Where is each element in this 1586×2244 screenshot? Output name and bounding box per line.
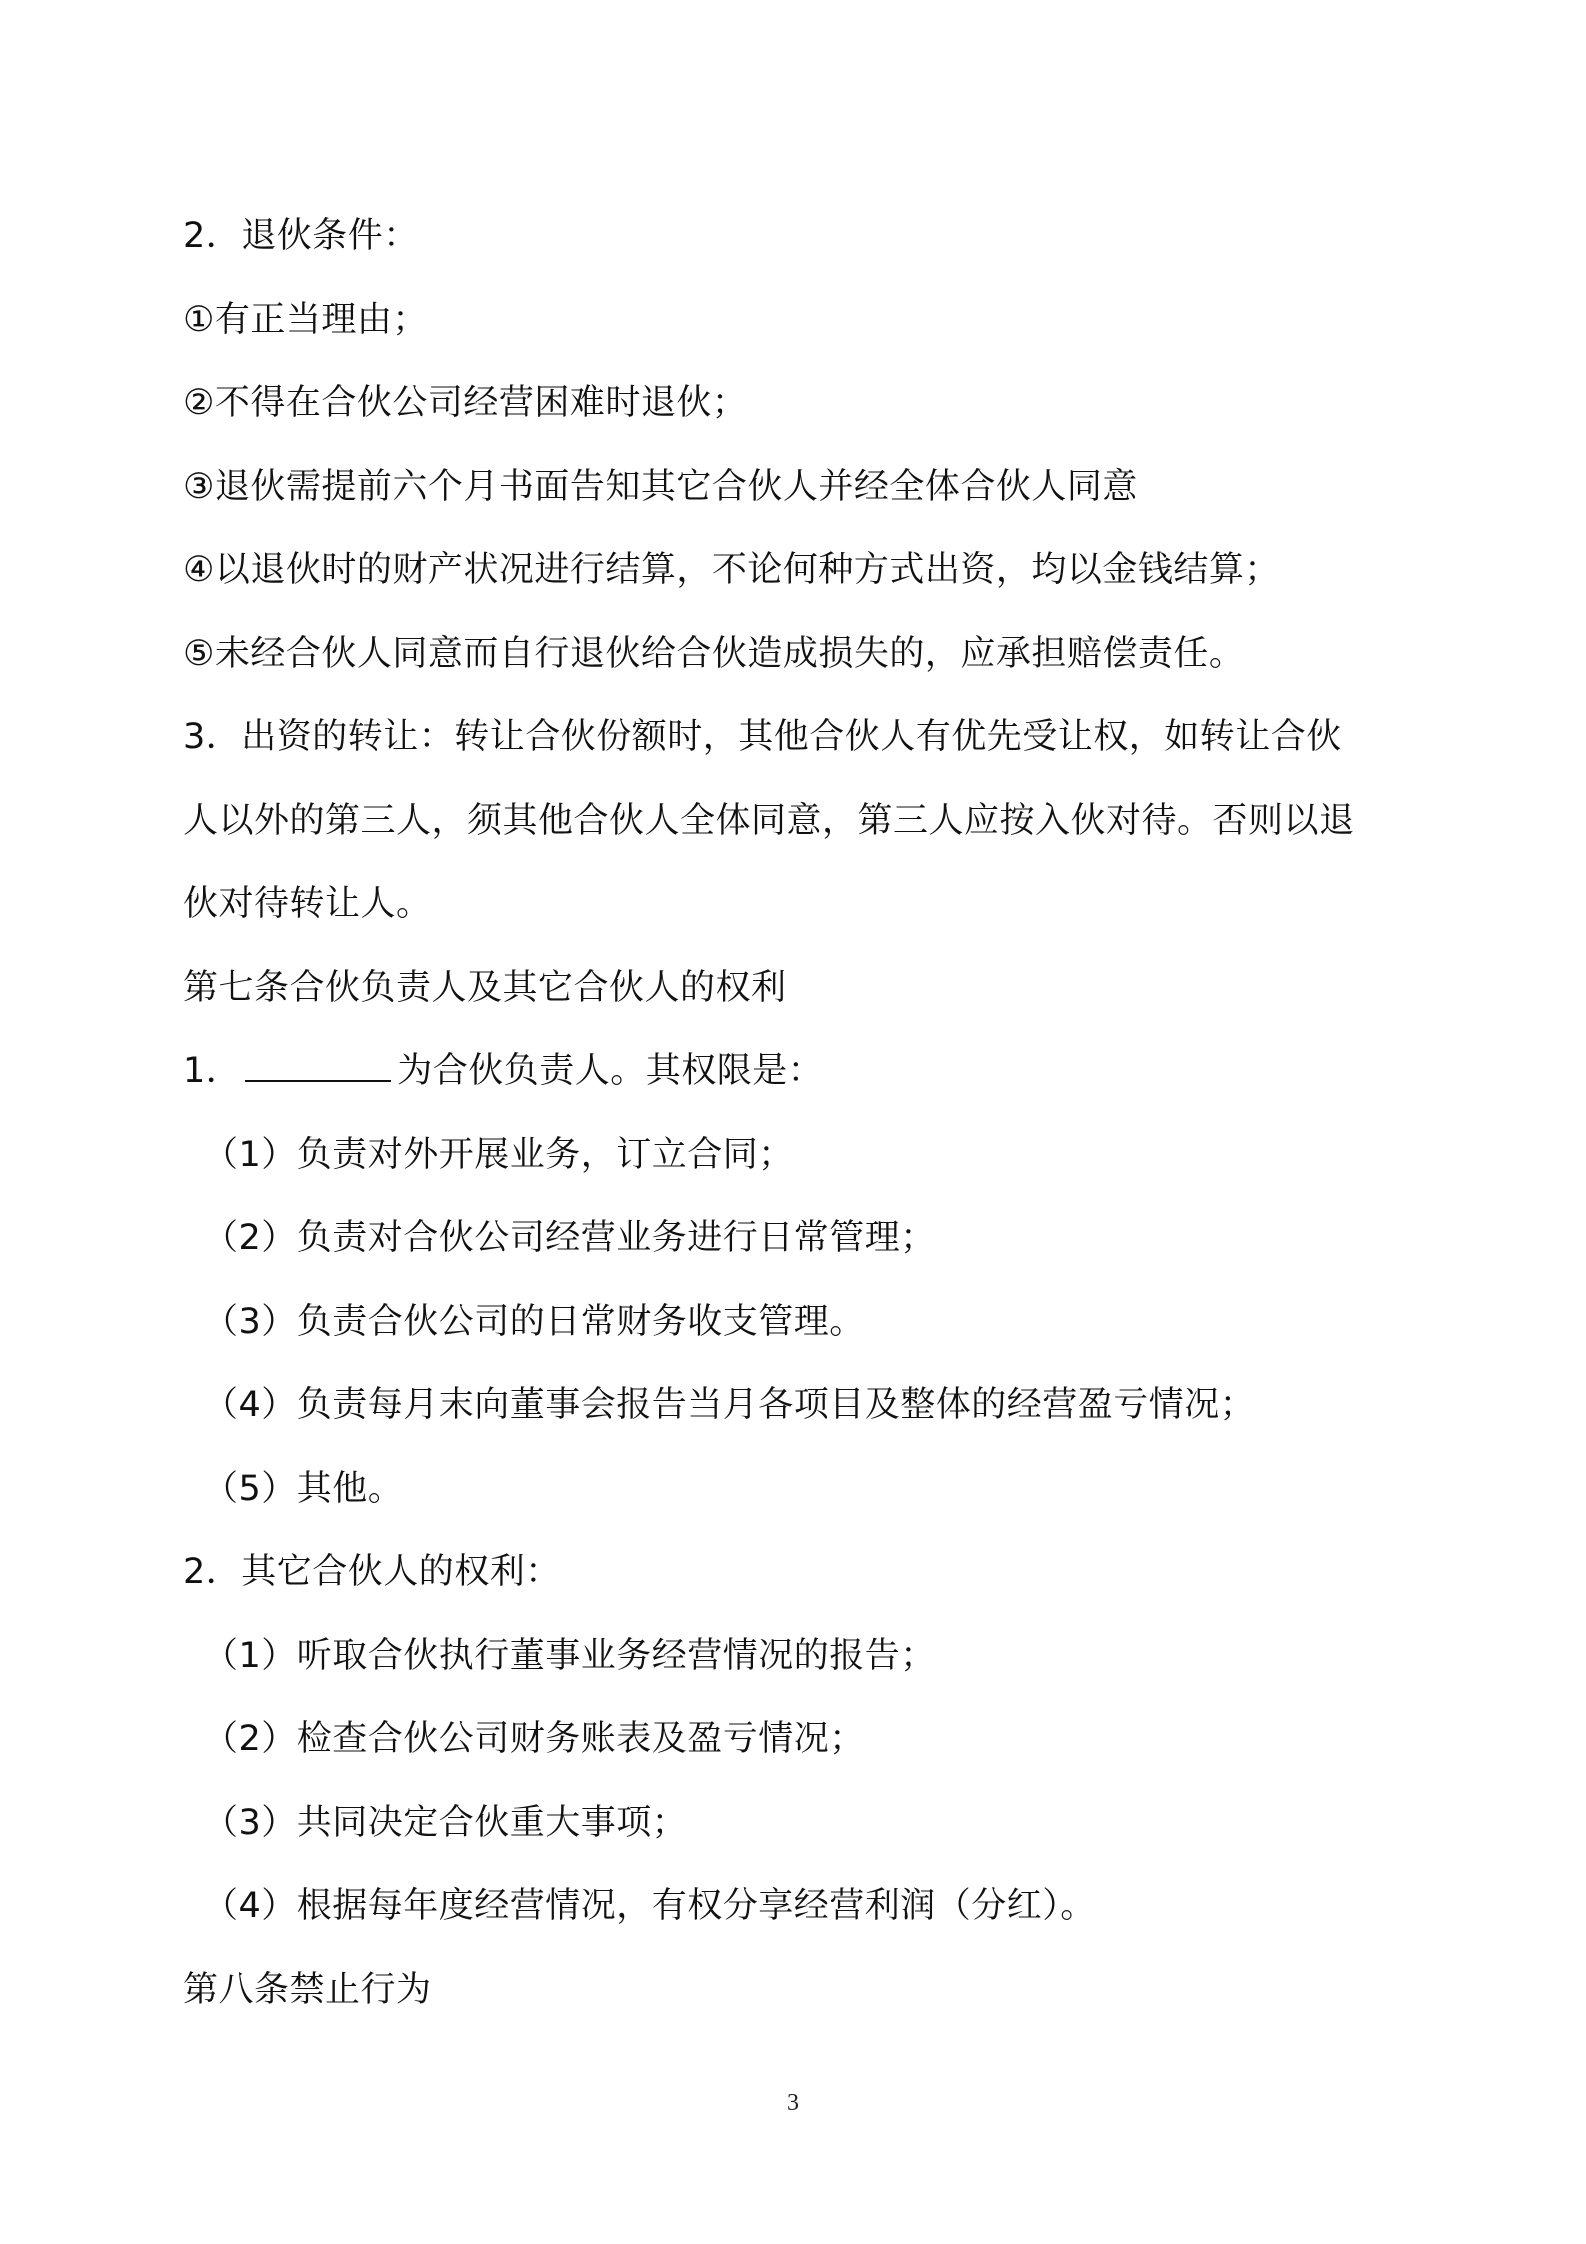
paragraph-condition-1: ①有正当理由； bbox=[183, 299, 428, 340]
paragraph-condition-3: ③退伙需提前六个月书面告知其它合伙人并经全体合伙人同意 bbox=[183, 466, 1138, 507]
responsible-item-2: （2）负责对合伙公司经营业务进行日常管理； bbox=[203, 1218, 936, 1258]
responsible-person-suffix: 为合伙负责人。其权限是： bbox=[397, 1051, 824, 1091]
article-seven-heading: 第七条合伙负责人及其它合伙人的权利 bbox=[183, 967, 787, 1008]
responsible-item-3: （3）负责合伙公司的日常财务收支管理。 bbox=[203, 1301, 865, 1342]
article-eight-heading: 第八条禁止行为 bbox=[183, 1969, 432, 2010]
other-rights-heading: 2．其它合伙人的权利： bbox=[183, 1552, 561, 1592]
other-rights-item-3: （3）共同决定合伙重大事项； bbox=[203, 1802, 688, 1843]
paragraph-transfer-line-2: 人以外的第三人，须其他合伙人全体同意，第三人应按入伙对待。否则以退 bbox=[183, 800, 1355, 841]
other-rights-item-2: （2）检查合伙公司财务账表及盈亏情况； bbox=[203, 1719, 865, 1759]
other-rights-item-4: （4）根据每年度经营情况，有权分享经营利润（分红）。 bbox=[203, 1886, 1096, 1926]
paragraph-condition-4: ④以退伙时的财产状况进行结算，不论何种方式出资，均以金钱结算； bbox=[183, 550, 1280, 590]
responsible-item-4: （4）负责每月末向董事会报告当月各项目及整体的经营盈亏情况； bbox=[203, 1385, 1256, 1425]
responsible-person-blank bbox=[245, 1052, 391, 1082]
responsible-item-5: （5）其他。 bbox=[203, 1468, 404, 1509]
paragraph-transfer-line-3: 伙对待转让人。 bbox=[183, 884, 432, 924]
page-number: 3 bbox=[787, 2090, 799, 2116]
document-body bbox=[183, 195, 1423, 2032]
other-rights-item-1: （1）听取合伙执行董事业务经营情况的报告； bbox=[203, 1635, 936, 1676]
responsible-person-prefix: 1． bbox=[183, 1051, 242, 1091]
responsible-item-1: （1）负责对外开展业务，订立合同； bbox=[203, 1134, 794, 1175]
responsible-person-line bbox=[183, 1030, 1423, 1114]
paragraph-condition-5: ⑤未经合伙人同意而自行退伙给合伙造成损失的，应承担赔偿责任。 bbox=[183, 633, 1245, 674]
paragraph-condition-2: ②不得在合伙公司经营困难时退伙； bbox=[183, 383, 748, 423]
paragraph-transfer-line-1: 3．出资的转让：转让合伙份额时，其他合伙人有优先受让权，如转让合伙 bbox=[183, 717, 1342, 757]
paragraph-withdrawal-conditions-heading: 2．退伙条件： bbox=[183, 216, 419, 256]
